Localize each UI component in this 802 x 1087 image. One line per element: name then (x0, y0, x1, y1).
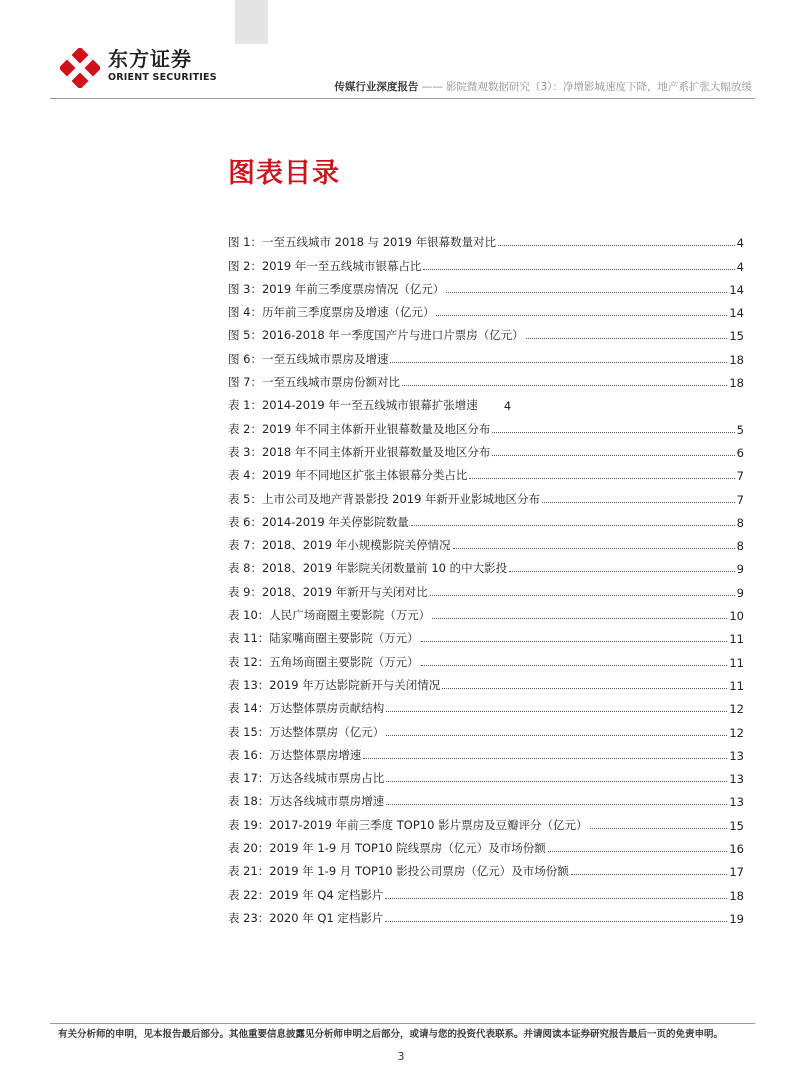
toc-entry-page: 4 (736, 259, 744, 274)
toc-entry-page: 9 (736, 562, 744, 577)
toc-entry-label: 表 9：2018、2019 年新开与关闭对比 (228, 584, 428, 599)
toc-entry[interactable] (228, 367, 744, 390)
toc-entry[interactable] (228, 297, 744, 320)
toc-dot-leader (385, 921, 727, 922)
toc-entry-page: 13 (729, 795, 744, 810)
toc-entry[interactable] (228, 437, 744, 460)
page-title: 图表目录 (228, 158, 340, 189)
toc-entry-label: 表 11：陆家嘴商圈主要影院（万元） (228, 631, 419, 646)
toc-entry-page: 16 (729, 842, 744, 857)
toc-entry[interactable] (228, 343, 744, 366)
toc-entry-label: 表 21：2019 年 1-9 月 TOP10 影投公司票房（亿元）及市场份额 (228, 864, 569, 879)
toc-entry[interactable] (228, 809, 744, 832)
toc-dot-leader (421, 665, 728, 666)
brand-logo (60, 48, 260, 88)
toc-entry[interactable] (228, 483, 744, 506)
toc-entry[interactable] (228, 763, 744, 786)
toc-entry[interactable] (228, 320, 744, 343)
toc-entry-label: 表 7：2018、2019 年小规模影院关停情况 (228, 538, 451, 553)
toc-entry-page: 19 (729, 911, 744, 926)
toc-entry-page: 4 (503, 399, 512, 414)
toc-entry-label: 图 6：一至五线城市票房及增速 (228, 351, 389, 366)
toc-entry[interactable] (228, 646, 744, 669)
toc-entry-label: 表 20：2019 年 1-9 月 TOP10 院线票房（亿元）及市场份额 (228, 841, 546, 856)
toc-entry-page: 14 (729, 306, 744, 321)
toc-entry[interactable] (228, 833, 744, 856)
toc-entry-label: 表 3：2018 年不同主体新开业银幕数量及地区分布 (228, 444, 491, 459)
toc-entry-page: 12 (729, 702, 744, 717)
toc-entry-page: 14 (729, 282, 744, 297)
toc-entry-page: 18 (729, 888, 744, 903)
toc-dot-leader (492, 432, 734, 433)
toc-dot-leader (386, 711, 727, 712)
toc-entry-label: 表 13：2019 年万达影院新开与关闭情况 (228, 677, 441, 692)
toc-entry-label: 表 6：2014-2019 年关停影院数量 (228, 514, 409, 529)
toc-dot-leader (423, 269, 734, 270)
toc-entry-page: 17 (729, 865, 744, 880)
toc-entry[interactable] (228, 786, 744, 809)
toc-entry-label: 图 1：一至五线城市 2018 与 2019 年银幕数量对比 (228, 235, 497, 250)
toc-entry-page: 13 (729, 772, 744, 787)
toc-dot-leader (385, 898, 727, 899)
toc-entry-label: 表 1：2014-2019 年一至五线城市银幕扩张增速 (228, 398, 478, 413)
toc-dot-leader (571, 874, 728, 875)
toc-entry[interactable] (228, 460, 744, 483)
toc-entry-label: 表 10：人民广场商圈主要影院（万元） (228, 608, 431, 623)
header-gray-tab (235, 0, 268, 44)
toc-entry[interactable] (228, 413, 744, 436)
toc-entry-label: 表 8：2018、2019 年影院关闭数量前 10 的中大影投 (228, 561, 508, 576)
toc-entry[interactable] (228, 274, 744, 297)
toc-entry-label: 表 2：2019 年不同主体新开业银幕数量及地区分布 (228, 421, 491, 436)
toc-entry-page: 4 (736, 236, 744, 251)
toc-dot-leader (446, 292, 727, 293)
toc-entry[interactable] (228, 227, 744, 250)
toc-dot-leader (363, 758, 727, 759)
toc-entry-page: 5 (736, 422, 744, 437)
toc-dot-leader (509, 571, 735, 572)
page-number: 3 (397, 1050, 405, 1063)
toc-dot-leader (386, 735, 727, 736)
toc-entry-page: 18 (729, 376, 744, 391)
toc-entry[interactable] (228, 507, 744, 530)
toc-dot-leader (386, 781, 727, 782)
toc-entry-label: 表 23：2020 年 Q1 定档影片 (228, 910, 384, 925)
running-header (334, 80, 752, 94)
toc-entry[interactable] (228, 623, 744, 646)
toc-dot-leader (421, 641, 728, 642)
toc-entry-label: 表 12：五角场商圈主要影院（万元） (228, 654, 419, 669)
toc-entry-page: 6 (736, 445, 744, 460)
toc-entry-page: 11 (729, 678, 744, 693)
toc-entry[interactable] (228, 576, 744, 599)
toc-entry-page: 10 (729, 609, 744, 624)
toc-entry-label: 表 5：上市公司及地产背景影投 2019 年新开业影城地区分布 (228, 491, 541, 506)
toc-dot-leader (453, 548, 735, 549)
toc-entry-page: 11 (729, 632, 744, 647)
toc-dot-leader (386, 804, 727, 805)
toc-entry-page: 15 (729, 329, 744, 344)
toc-dot-leader (590, 828, 728, 829)
toc-entry-page: 7 (736, 469, 744, 484)
orient-securities-logo-icon (60, 48, 100, 88)
toc-dot-leader (390, 362, 727, 363)
toc-entry-label: 表 18：万达各线城市票房增速 (228, 794, 385, 809)
toc-dot-leader (442, 688, 727, 689)
toc-entry-label: 表 22：2019 年 Q4 定档影片 (228, 887, 384, 902)
toc-dot-leader (492, 455, 734, 456)
toc-entry-label: 表 14：万达整体票房贡献结构 (228, 701, 385, 716)
toc-dot-leader (432, 618, 727, 619)
footer-disclaimer: 有关分析师的申明，见本报告最后部分。其他重要信息披露见分析师申明之后部分，或请与您的投资代表联系。并请阅读本证券研究报告最后一页的免责申明。 (58, 1029, 724, 1040)
toc-entry[interactable] (228, 903, 744, 926)
toc-entry[interactable] (228, 553, 744, 576)
toc-entry-label: 图 7：一至五线城市票房份额对比 (228, 375, 400, 390)
toc-dot-leader (548, 851, 728, 852)
header-separator: —— (418, 81, 447, 93)
toc-entry[interactable] (228, 390, 744, 413)
toc-entry-page: 13 (729, 748, 744, 763)
toc-dot-leader (430, 595, 735, 596)
brand-name-cn: 东方证券 (108, 47, 192, 71)
footer-divider (50, 1023, 755, 1024)
toc-entry-label: 图 3：2019 年前三季度票房情况（亿元） (228, 281, 445, 296)
toc-entry[interactable] (228, 670, 744, 693)
toc-entry[interactable] (228, 879, 744, 902)
toc-dot-leader (498, 245, 735, 246)
toc-entry-page: 18 (729, 352, 744, 367)
toc-entry[interactable] (228, 693, 744, 716)
header-divider (50, 98, 755, 99)
toc-entry-label: 图 5：2016-2018 年一季度国产片与进口片票房（亿元） (228, 328, 524, 343)
brand-name-en: ORIENT SECURITIES (108, 72, 217, 83)
toc-dot-leader (526, 338, 728, 339)
toc-entry-label: 表 17：万达各线城市票房占比 (228, 771, 385, 786)
toc-entry[interactable] (228, 856, 744, 879)
toc-entry-label: 图 4：历年前三季度票房及增速（亿元） (228, 305, 435, 320)
toc-dot-leader (411, 525, 735, 526)
toc-entry-label: 表 19：2017-2019 年前三季度 TOP10 影片票房及豆瓣评分（亿元） (228, 817, 588, 832)
toc-entry-page: 12 (729, 725, 744, 740)
toc-dot-leader (402, 385, 727, 386)
toc-entry-label: 图 2：2019 年一至五线城市银幕占比 (228, 258, 422, 273)
toc-entry-page: 8 (736, 539, 744, 554)
toc-dot-leader (469, 478, 734, 479)
table-of-figures (228, 227, 744, 926)
toc-entry-page: 7 (736, 492, 744, 507)
toc-entry[interactable] (228, 740, 744, 763)
report-type: 传媒行业深度报告 (334, 81, 419, 93)
toc-entry[interactable] (228, 716, 744, 739)
report-subtitle: 影院微观数据研究（3）：净增影城速度下降，地产系扩张大幅放缓 (446, 81, 752, 93)
toc-entry[interactable] (228, 530, 744, 553)
toc-entry-label: 表 15：万达整体票房（亿元） (228, 724, 385, 739)
toc-dot-leader (436, 315, 727, 316)
toc-entry[interactable] (228, 250, 744, 273)
toc-entry-page: 9 (736, 585, 744, 600)
toc-dot-leader (542, 502, 735, 503)
toc-entry-page: 15 (729, 818, 744, 833)
toc-entry-page: 8 (736, 515, 744, 530)
toc-entry-label: 表 16：万达整体票房增速 (228, 747, 362, 762)
toc-entry-label: 表 4：2019 年不同地区扩张主体银幕分类占比 (228, 468, 468, 483)
toc-entry[interactable] (228, 600, 744, 623)
toc-entry-page: 11 (729, 655, 744, 670)
